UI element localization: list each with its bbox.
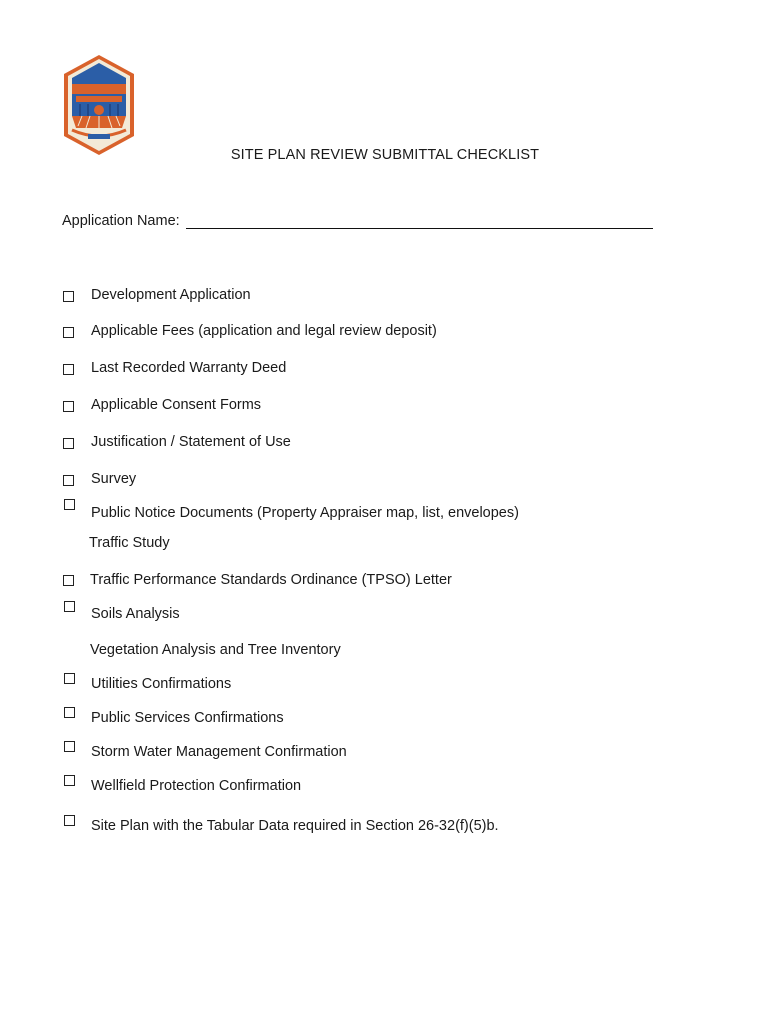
checklist-item-label: Storm Water Management Confirmation <box>91 744 347 760</box>
checklist-item-label: Applicable Fees (application and legal review deposit) <box>91 323 437 339</box>
checklist-checkbox[interactable] <box>63 475 74 486</box>
checklist-item-label: Last Recorded Warranty Deed <box>91 360 287 376</box>
checklist-checkbox[interactable] <box>64 673 75 684</box>
checklist-item-label: Survey <box>91 471 137 487</box>
checklist-item-label: Vegetation Analysis and Tree Inventory <box>90 642 341 658</box>
checklist-checkbox[interactable] <box>64 815 75 826</box>
checklist-item-label: Wellfield Protection Confirmation <box>91 778 302 794</box>
checklist-checkbox[interactable] <box>63 327 74 338</box>
checklist-item-label: Public Services Confirmations <box>91 710 284 726</box>
checklist-item-label: Traffic Study <box>89 535 170 551</box>
checklist-checkbox[interactable] <box>63 291 74 302</box>
checklist-item-label: Justification / Statement of Use <box>91 434 291 450</box>
checklist-checkbox[interactable] <box>64 499 75 510</box>
village-logo <box>62 54 136 156</box>
checklist-item-label: Applicable Consent Forms <box>91 397 262 413</box>
checklist-checkbox[interactable] <box>64 707 75 718</box>
checklist-item-label: Soils Analysis <box>91 606 180 622</box>
document-title: SITE PLAN REVIEW SUBMITTAL CHECKLIST <box>230 147 540 163</box>
checklist-item-label: Utilities Confirmations <box>91 676 232 692</box>
application-name-label: Application Name: <box>62 213 180 229</box>
application-name-field[interactable] <box>186 228 653 229</box>
checklist-checkbox[interactable] <box>64 775 75 786</box>
checklist-checkbox[interactable] <box>64 601 75 612</box>
checklist-checkbox[interactable] <box>63 575 74 586</box>
checklist-item-label: Site Plan with the Tabular Data required in Section 26-32(f)(5)b. <box>91 818 499 834</box>
checklist-checkbox[interactable] <box>63 364 74 375</box>
checklist-item-label: Development Application <box>91 287 251 303</box>
checklist-item-label: Traffic Performance Standards Ordinance (TPSO) Letter <box>90 572 452 588</box>
checklist-checkbox[interactable] <box>64 741 75 752</box>
checklist-checkbox[interactable] <box>63 401 74 412</box>
checklist-checkbox[interactable] <box>63 438 74 449</box>
checklist-item-label: Public Notice Documents (Property Appraiser map, list, envelopes) <box>91 505 519 521</box>
